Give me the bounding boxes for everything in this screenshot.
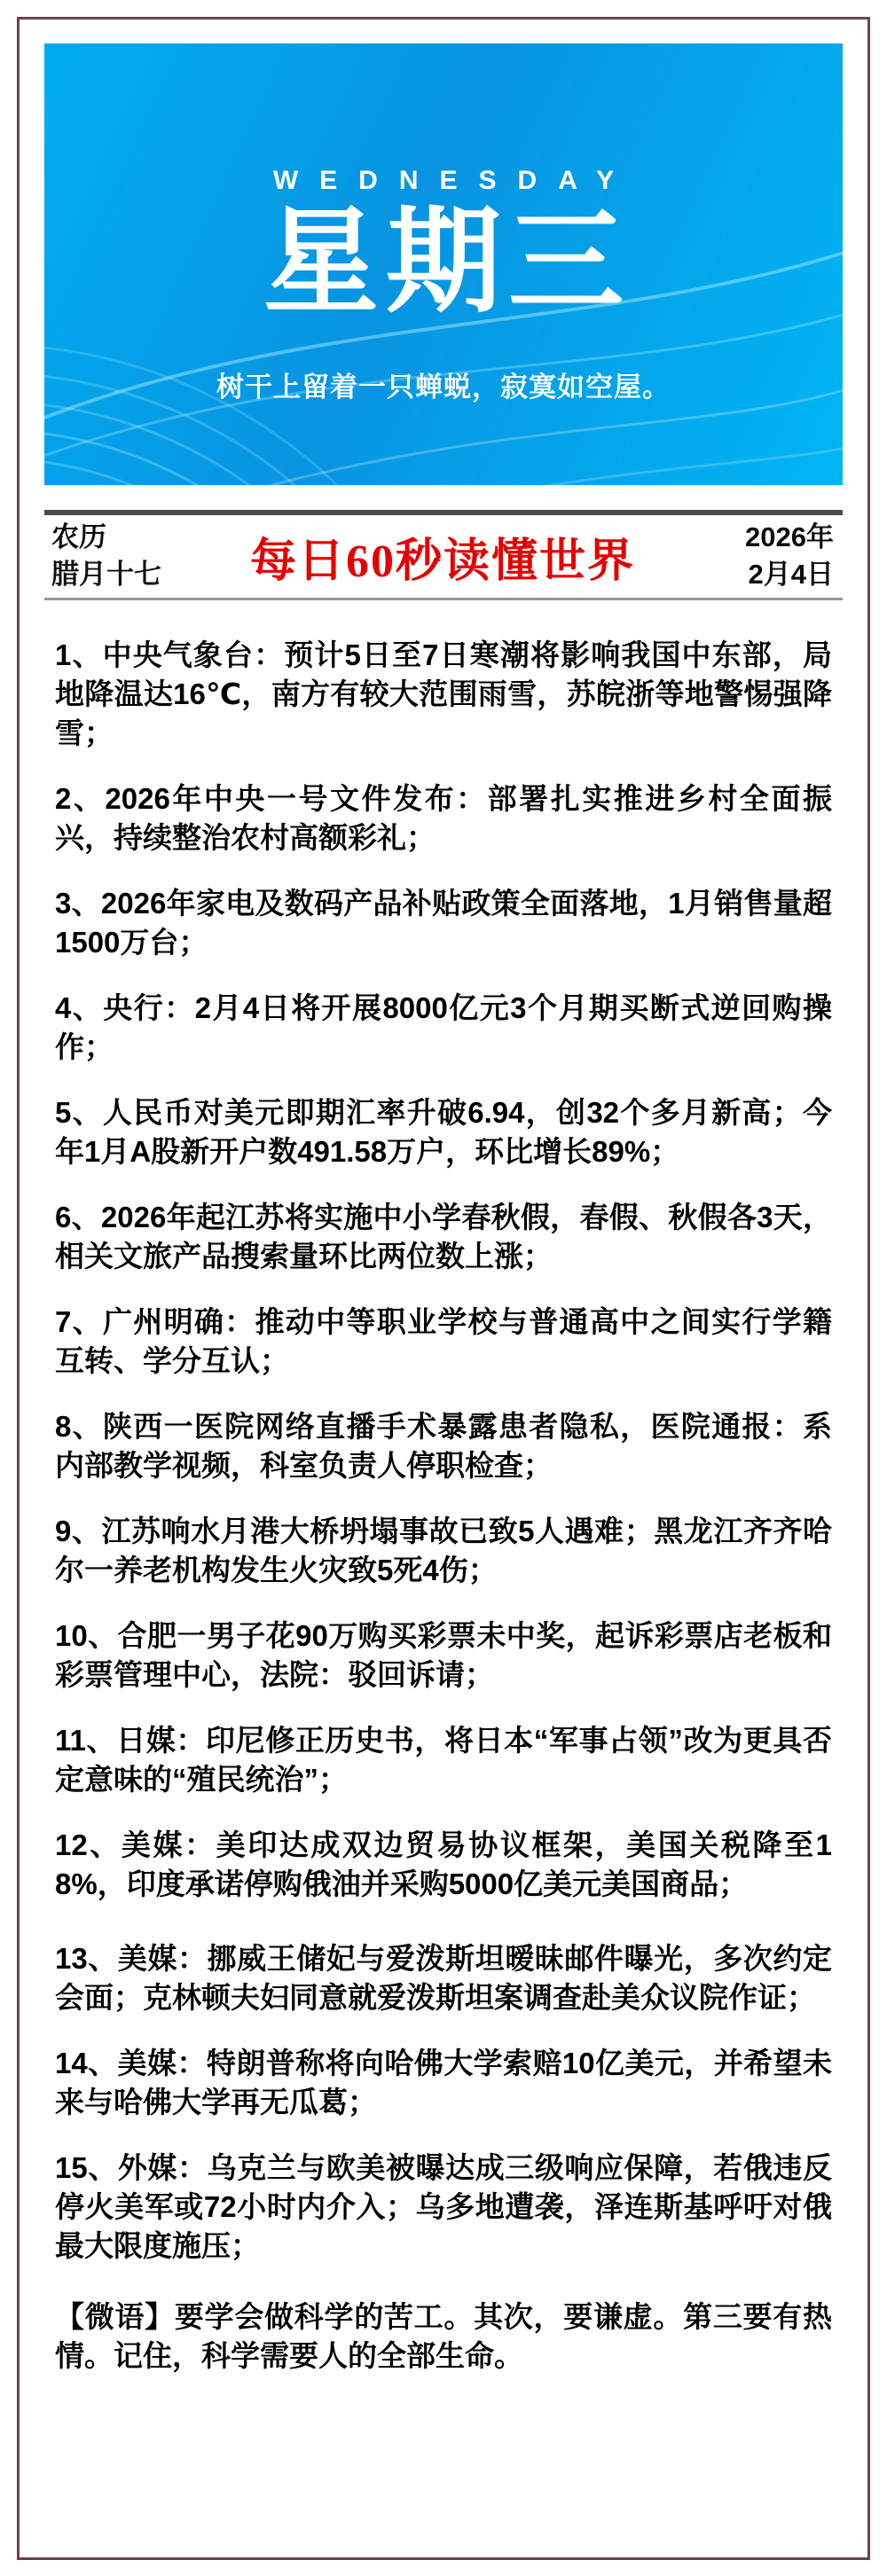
- weekday-english: WEDNESDAY: [272, 166, 636, 195]
- news-item: 9、江苏响水月港大桥坍塌事故已致5人遇难；黑龙江齐齐哈尔一养老机构发生火灾致5死4伤；: [55, 1515, 832, 1586]
- divider-top: [44, 510, 843, 515]
- news-item: 10、合肥一男子花90万购买彩票未中奖，起诉彩票店老板和彩票管理中心，法院：驳回诉请；: [55, 1619, 832, 1691]
- banner: [44, 43, 843, 485]
- banner-quote: 树干上留着一只蝉蜕，寂寞如空屋。: [216, 372, 671, 403]
- lunar-label: 农历: [51, 521, 106, 552]
- lunar-date: 腊月十七: [51, 559, 161, 590]
- news-list: [55, 636, 832, 2376]
- news-item: 11、日媒：印尼修正历史书，将日本“军事占领”改为更具否定意味的“殖民统治”；: [55, 1724, 832, 1796]
- divider-bottom: [44, 598, 843, 600]
- news-item: 5、人民币对美元即期汇率升破6.94，创32个多月新高；今年1月A股新开户数491.58万户，环比增长89%；: [55, 1096, 832, 1168]
- news-item: 2、2026年中央一号文件发布：部署扎实推进乡村全面振兴，持续整治农村高额彩礼；: [55, 782, 832, 854]
- news-item: 6、2026年起江苏将实施中小学春秋假，春假、秋假各3天，相关文旅产品搜索量环比两位数上涨；: [55, 1201, 832, 1272]
- lunar-column: [44, 519, 229, 593]
- daily-title: 每日60秒读懂世界: [249, 536, 635, 587]
- page-border: [17, 17, 870, 2560]
- gregorian-column: [656, 519, 843, 593]
- news-item: 8、陕西一医院网络直播手术暴露患者隐私，医院通报：系内部教学视频，科室负责人停职检查；: [55, 1410, 832, 1482]
- date-header: [44, 519, 843, 593]
- date-text: 2月4日: [748, 559, 834, 590]
- year-text: 2026年: [745, 521, 834, 552]
- weekday-chinese: 星期三: [263, 197, 631, 326]
- news-item: 7、广州明确：推动中等职业学校与普通高中之间实行学籍互转、学分互认；: [55, 1305, 832, 1377]
- news-item: 1、中央气象台：预计5日至7日寒潮将影响我国中东部，局地降温达16℃，南方有较大范围雨雪，苏皖浙等地警惕强降雪；: [55, 638, 832, 749]
- news-item: 4、央行：2月4日将开展8000亿元3个月期买断式逆回购操作；: [55, 991, 832, 1063]
- weiyu-text: 【微语】要学会做科学的苦工。其次，要谦虚。第三要有热情。记住，科学需要人的全部生命。: [55, 2300, 832, 2372]
- news-item: 15、外媒：乌克兰与欧美被曝达成三级响应保障，若俄违反停火美军或72小时内介入；乌多地遭袭，泽连斯基呼吁对俄最大限度施压；: [55, 2151, 832, 2262]
- news-item: 14、美媒：特朗普称将向哈佛大学索赔10亿美元，并希望未来与哈佛大学再无瓜葛；: [55, 2047, 832, 2118]
- news-item: 12、美媒：美印达成双边贸易协议框架，美国关税降至18%，印度承诺停购俄油并采购5000亿美元美国商品；: [55, 1828, 832, 1900]
- news-item: 13、美媒：挪威王储妃与爱泼斯坦暧昧邮件曝光，多次约定会面；克林顿夫妇同意就爱泼斯坦案调查赴美众议院作证；: [55, 1942, 832, 2014]
- news-item: 3、2026年家电及数码产品补贴政策全面落地，1月销售量超1500万台；: [55, 887, 832, 959]
